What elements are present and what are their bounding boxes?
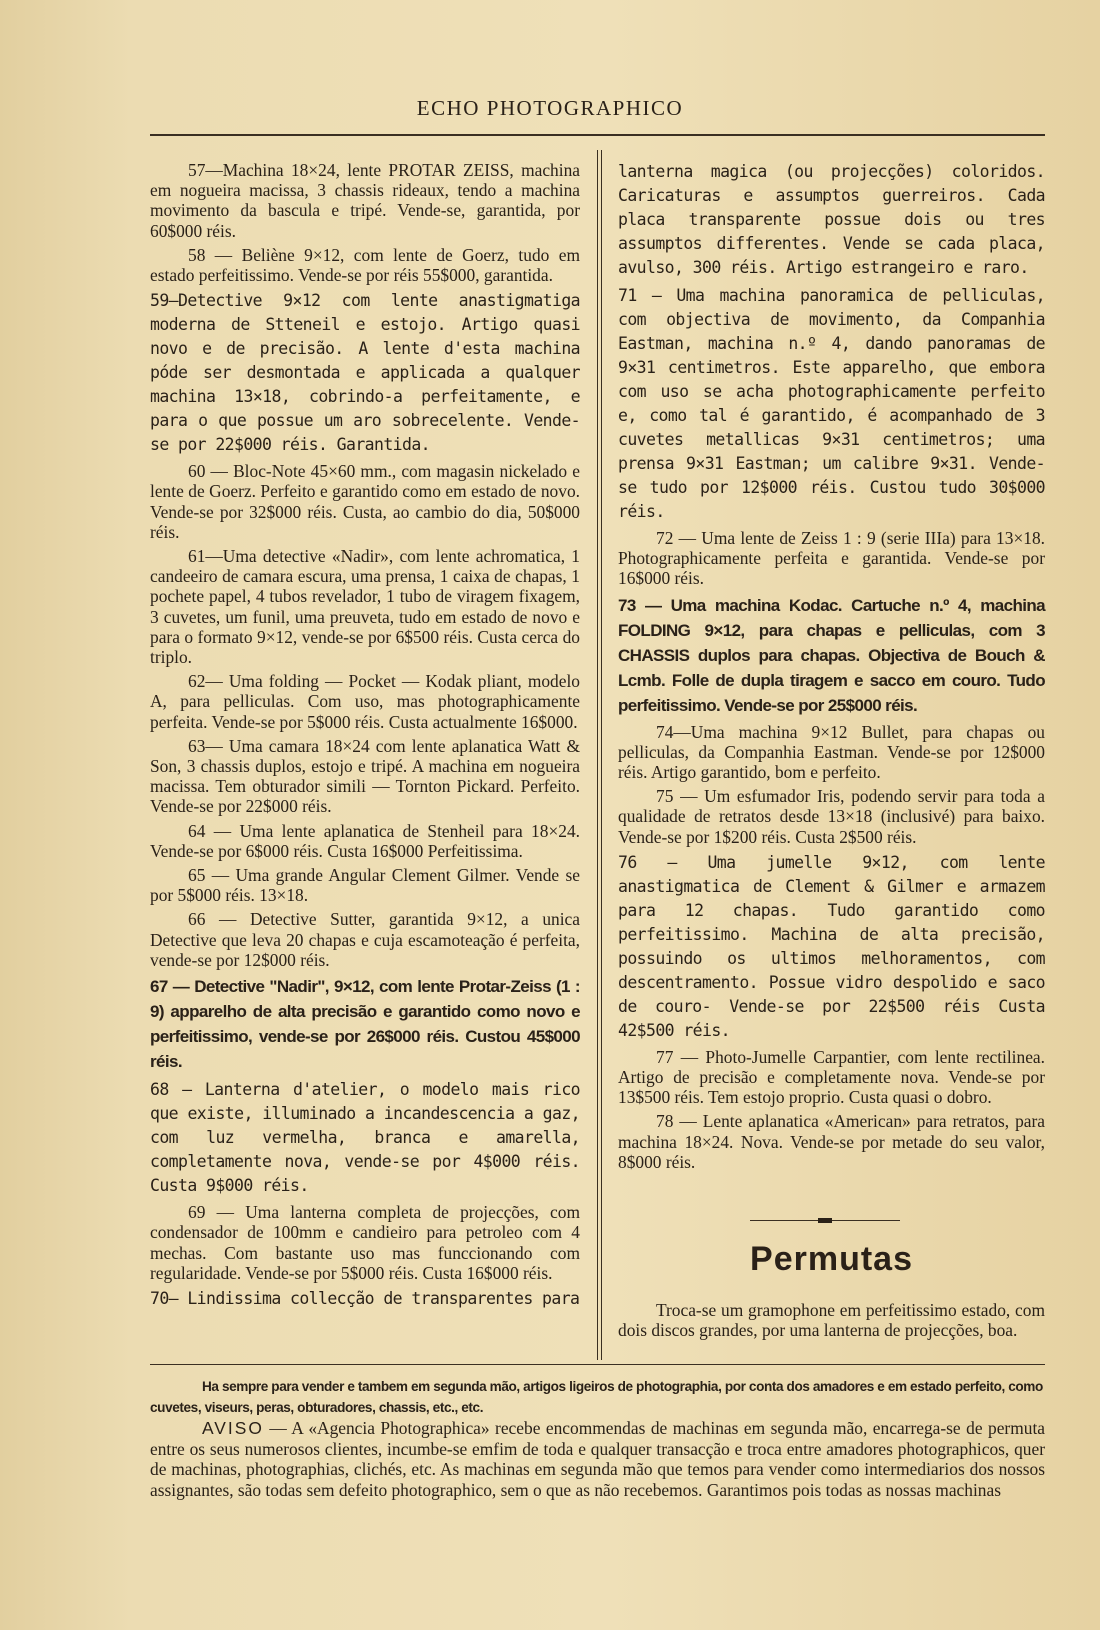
- listing-entry: 75 — Um esfumador Iris, podendo servir para toda a qualidade de retratos desde 13×18 (inclusivé) para baixo. Vende-se por 1$200 réis. Custa 2$500 réis.: [618, 786, 1045, 847]
- listing-entry: 66 — Detective Sutter, garantida 9×12, a unica Detective que leva 20 chapas e cuja escamoteação é perfeita, vende-se por 12$000 réis.: [150, 909, 580, 970]
- listing-entry: 61—Uma detective «Nadir», com lente achromatica, 1 candeeiro de camara escura, uma prensa, 1 caixa de chapas, 1 pochete papel, 4 tubos revelador, 1 tubo de viragem fixagem, 3 cuvetes, um funil, uma preuveta, tudo em estado de novo e para o formato 9×12, vende-se por 6$500 réis. Custa cerca do triplo.: [150, 546, 580, 668]
- column-divider: [597, 150, 598, 1360]
- listing-entry: 70— Lindissima collecção de transparentes para: [150, 1288, 580, 1308]
- listing-entry: 73 — Uma machina Kodac. Cartuche n.º 4, machina FOLDING 9×12, para chapas e pelliculas, com 3 CHASSIS duplos para chapas. Objectiva de Bouch & Lcmb. Folle de dupla tiragem e sacco em couro. Tudo perfeitissimo. Vende-se por 25$000 réis.: [618, 595, 1045, 715]
- listing-entry: 69 — Uma lanterna completa de projecções, com condensador de 100mm e candieiro para petroleo com 4 mechas. Com bastante uso mas funccionando com regularidade. Vende-se por 5$000 réis. Custa 16$000 réis.: [150, 1202, 580, 1283]
- listing-entry: 65 — Uma grande Angular Clement Gilmer. Vende se por 5$000 réis. 13×18.: [150, 865, 580, 906]
- listing-entry: 76 — Uma jumelle 9×12, com lente anastigmatica de Clement & Gilmer e armazem para 12 chapas. Tudo garantido como perfeitissimo. Machina de alta precisão, possuindo os ultimos melhoramentos, com descentramento. Possue vidro despolido e saco de couro- Vende-se por 22$500 réis Custa 42$500 réis.: [618, 852, 1045, 1040]
- listing-entry: 67 — Detective "Nadir", 9×12, com lente Protar-Zeiss (1 : 9) apparelho de alta precisão e garantido como novo e perfeitissimo, vende-se por 26$000 réis. Custou 45$000 réis.: [150, 977, 580, 1072]
- listing-entry: 64 — Uma lente aplanatica de Stenheil para 18×24. Vende-se por 6$000 réis. Custa 16$000 Perfeitissima.: [150, 820, 580, 861]
- page-header: ECHO PHOTOGRAPHICO: [416, 96, 684, 120]
- listing-entry: 68 — Lanterna d'atelier, o modelo mais rico que existe, illuminado a incandescencia a gaz, com luz vermelha, branca e amarella, completamente nova, vende-se por 4$000 réis. Custa 9$000 réis.: [150, 1080, 580, 1196]
- listing-entry: lanterna magica (ou projecções) coloridos. Caricaturas e assumptos guerreiros. Cada placa transparente possue dois ou tres assumptos differentes. Vende se cada placa, avulso, 300 réis. Artigo estrangeiro e raro.: [618, 162, 1045, 277]
- listing-entry: 77 — Photo-Jumelle Carpantier, com lente rectilinea. Artigo de precisão e completamente nova. Vende-se por 13$500 réis. Tem estojo proprio. Custa quasi o dobro.: [618, 1046, 1045, 1108]
- right-column: [618, 160, 1045, 1176]
- header-rule: [150, 134, 1045, 136]
- footer-rule: [150, 1364, 1045, 1365]
- listing-entry: 57—Machina 18×24, lente PROTAR ZEISS, machina em nogueira macissa, 3 chassis rideaux, tendo a machina movimento da bascula e tripé. Vende-se, garantida, por 60$000 réis.: [150, 160, 580, 241]
- permutas-text: [618, 1300, 1045, 1340]
- aviso-label: AVISO: [202, 1418, 264, 1438]
- separator-ornament: [818, 1218, 832, 1223]
- listing-entry: 71 — Uma machina panoramica de pelliculas, com objectiva de movimento, da Companhia Eastman, machina n.º 4, dando panoramas de 9×31 centimetros. Este apparelho, que embora com uso se acha photographicamente perfeito e, como tal é garantido, é acompanhado de 3 cuvetes metallicas 9×31 centimetros; uma prensa 9×31 Eastman; um calibre 9×31. Vende-se tudo por 12$000 réis. Custou tudo 30$000 réis.: [618, 286, 1045, 521]
- listing-entry: 63— Uma camara 18×24 com lente aplanatica Watt & Son, 3 chassis duplos, estojo e tripé. A machina em nogueira macissa. Tem obturador simili — Tornton Pickard. Perfeito. Vende-se por 22$000 réis.: [150, 735, 580, 817]
- footer-notice: Ha sempre para vender e tambem em segunda mão, artigos ligeiros de photographia, por conta dos amadores e em estado perfeito, como cuvetes, viseurs, peras, obturadores, chassis, etc., etc.: [150, 1379, 1043, 1415]
- listing-entry: 60 — Bloc-Note 45×60 mm., com magasin nickelado e lente de Goerz. Perfeito e garantido como em estado de novo. Vende-se por 32$000 réis. Custa, ao cambio do dia, 50$000 réis.: [150, 461, 580, 542]
- listing-entry: 62— Uma folding — Pocket — Kodak pliant, modelo A, para pelliculas. Com uso, mas photographicamente perfeita. Vende-se por 5$000 réis. Custa actualmente 16$000.: [150, 671, 580, 732]
- listing-entry: 78 — Lente aplanatica «American» para retratos, para machina 18×24. Nova. Vende-se por metade do seu valor, 8$000 réis.: [618, 1111, 1045, 1172]
- aviso-text: — A «Agencia Photographica» recebe encommendas de machinas em segunda mão, encarrega-se de permuta entre os seus numerosos clientes, incumbe-se emfim de toda e qualquer transacção e troca entre amadores photographicos, quer de machinas, photographias, clichés, etc. As machinas em segunda mão que temos para vender como intermediarios dos nossos assignantes, são todas sem defeito photographico, sem o que as não recebemos. Garantimos pois todas as nossas machinas: [150, 1418, 1045, 1500]
- listing-entry: 72 — Uma lente de Zeiss 1 : 9 (serie IIIa) para 13×18. Photographicamente perfeita e garantida. Vende-se por 16$000 réis.: [618, 528, 1045, 589]
- column-divider-inner: [601, 150, 602, 1360]
- left-column: [150, 160, 580, 1315]
- listing-entry: 59—Detective 9×12 com lente anastigmatiga moderna de Stteneil e estojo. Artigo quasi novo e de precisão. A lente d'esta machina póde ser desmontada e applicada a qualquer machina 13×18, cobrindo-a perfeitamente, e para o que possue um aro sobrecelente. Vende-se por 22$000 réis. Garantida.: [150, 291, 580, 455]
- permutas-paragraph: Troca-se um gramophone em perfeitissimo estado, com dois discos grandes, por uma lanterna de projecções, boa.: [618, 1300, 1045, 1341]
- aviso-paragraph: [150, 1418, 1045, 1500]
- listing-entry: 58 — Beliène 9×12, com lente de Goerz, tudo em estado perfeitissimo. Vende-se por réis 55$000, garantida.: [150, 244, 580, 286]
- permutas-heading: Permutas: [750, 1240, 913, 1278]
- listing-entry: 74—Uma machina 9×12 Bullet, para chapas ou pelliculas, da Companhia Eastman. Vende-se por 12$000 réis. Artigo garantido, bom e perfeito.: [618, 721, 1045, 783]
